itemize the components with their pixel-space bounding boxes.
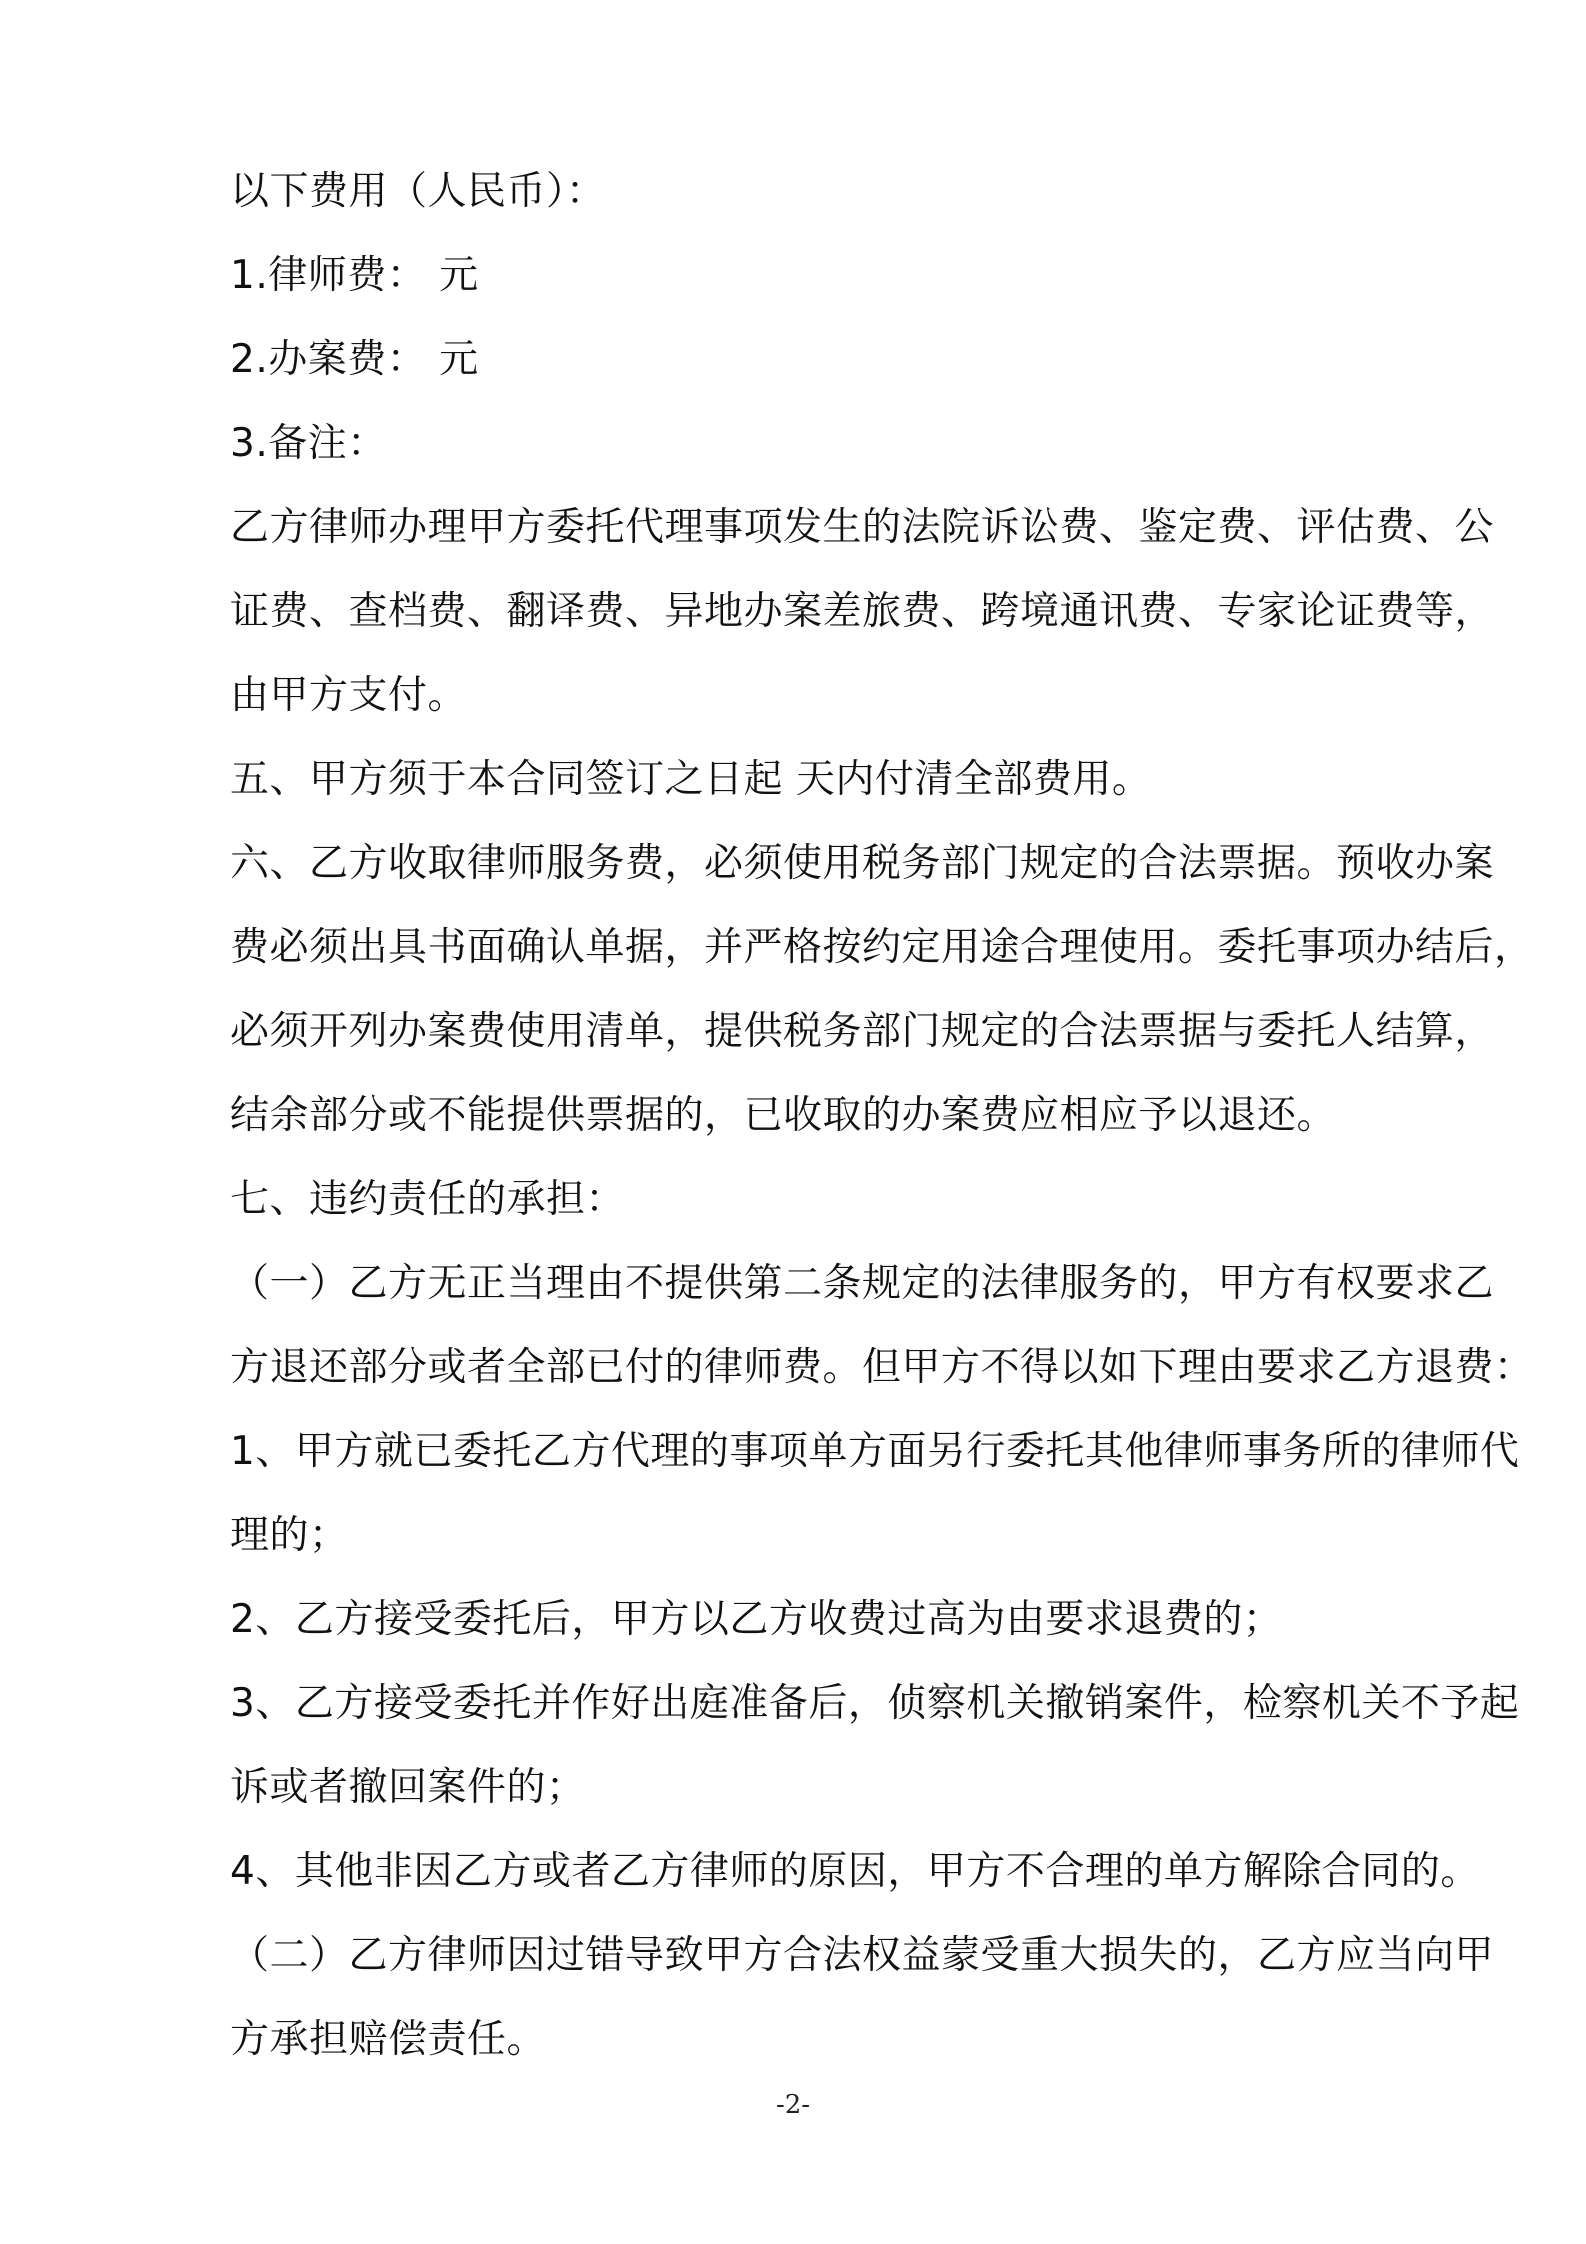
text-line: 六、乙方收取律师服务费，必须使用税务部门规定的合法票据。预收办案 — [230, 841, 1495, 886]
text-line: （二）乙方律师因过错导致甲方合法权益蒙受重大损失的，乙方应当向甲 — [230, 1933, 1495, 1978]
text-line: 3、乙方接受委托并作好出庭准备后，侦察机关撤销案件，检察机关不予起 — [230, 1681, 1520, 1726]
text-line: 1、甲方就已委托乙方代理的事项单方面另行委托其他律师事务所的律师代 — [230, 1429, 1520, 1474]
text-line: 理的； — [230, 1513, 349, 1558]
page-number: -2- — [775, 2090, 811, 2120]
contract-body — [230, 150, 1534, 2082]
text-line: 费必须出具书面确认单据，并严格按约定用途合理使用。委托事项办结后， — [230, 925, 1534, 970]
text-line: 诉或者撤回案件的； — [230, 1765, 586, 1810]
text-line: 必须开列办案费使用清单，提供税务部门规定的合法票据与委托人结算， — [230, 1009, 1495, 1054]
text-line: 方承担赔偿责任。 — [230, 2017, 547, 2062]
text-line: 2.办案费： 元 — [230, 337, 479, 382]
text-line: 乙方律师办理甲方委托代理事项发生的法院诉讼费、鉴定费、评估费、公 — [230, 505, 1495, 550]
text-line: 七、违约责任的承担： — [230, 1177, 626, 1222]
text-line: 由甲方支付。 — [230, 673, 468, 718]
text-line: 方退还部分或者全部已付的律师费。但甲方不得以如下理由要求乙方退费： — [230, 1345, 1534, 1390]
text-line: 3.备注： — [230, 421, 387, 466]
text-line: （一）乙方无正当理由不提供第二条规定的法律服务的，甲方有权要求乙 — [230, 1261, 1495, 1306]
text-line: 1.律师费： 元 — [230, 253, 479, 298]
text-line: 以下费用（人民币）： — [230, 169, 606, 214]
text-line: 4、其他非因乙方或者乙方律师的原因，甲方不合理的单方解除合同的。 — [230, 1849, 1480, 1894]
text-line: 结余部分或不能提供票据的，已收取的办案费应相应予以退还。 — [230, 1093, 1337, 1138]
text-line: 证费、查档费、翻译费、异地办案差旅费、跨境通讯费、专家论证费等， — [230, 589, 1495, 634]
text-line: 五、甲方须于本合同签订之日起 天内付清全部费用。 — [230, 757, 1152, 802]
text-line: 2、乙方接受委托后，甲方以乙方收费过高为由要求退费的； — [230, 1597, 1283, 1642]
